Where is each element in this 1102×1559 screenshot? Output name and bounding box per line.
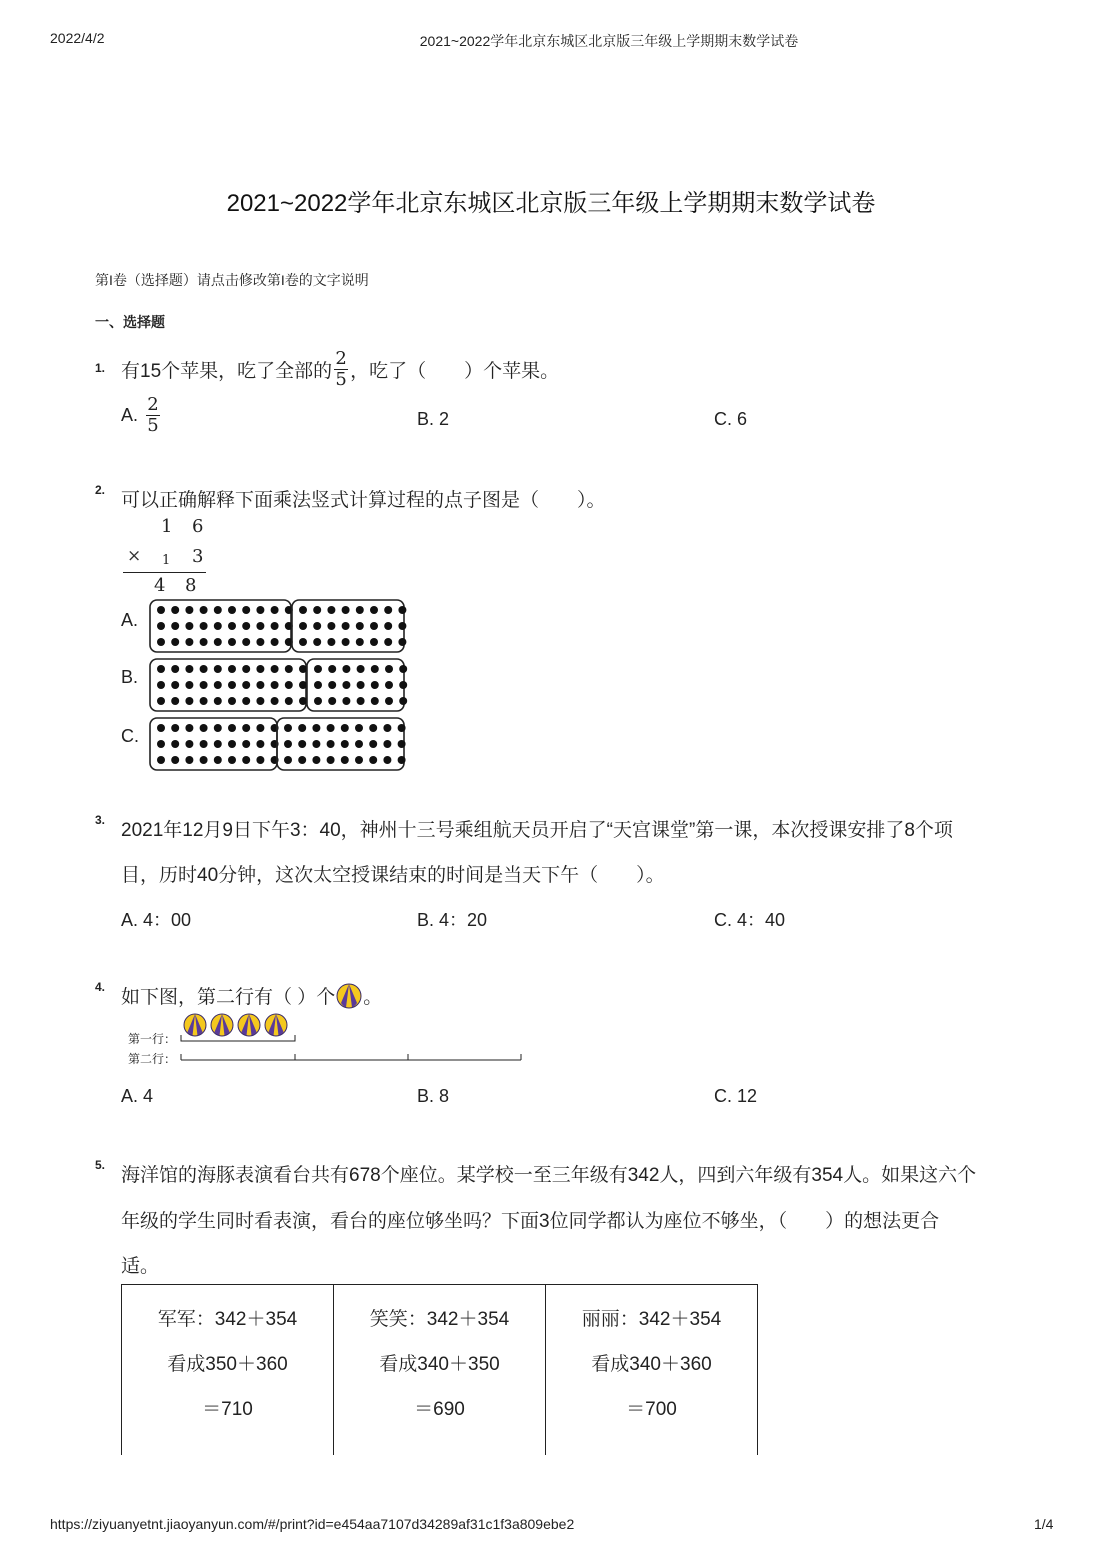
- dot: [171, 724, 179, 732]
- dot: [284, 756, 292, 764]
- q4-text-before: 如下图，第二行有（ ）个: [121, 987, 336, 1008]
- q3-line1: 2021年12月9日下午3：40，神州十三号乘组航天员开启了“天宫课堂”第一课，本次授课安排了8个项: [121, 820, 953, 841]
- xiaoxiao-line2: 看成340＋350: [379, 1354, 500, 1375]
- dot: [356, 638, 364, 646]
- q1-option-c[interactable]: C. 6: [714, 409, 748, 429]
- dot: [157, 606, 165, 614]
- mult-row1-ones: 6: [192, 516, 204, 537]
- dot: [341, 740, 349, 748]
- dot: [242, 638, 250, 646]
- dot: [314, 681, 322, 689]
- dot: [385, 681, 393, 689]
- dot: [228, 697, 236, 705]
- mult-row1-tens: 1: [161, 516, 173, 537]
- ball-2: [211, 1014, 233, 1036]
- dot: [200, 697, 208, 705]
- dot: [327, 740, 335, 748]
- dot: [355, 740, 363, 748]
- dot: [200, 681, 208, 689]
- dot: [242, 681, 250, 689]
- dot: [256, 681, 264, 689]
- dot: [369, 756, 377, 764]
- mult-result-ones: 8: [185, 575, 197, 596]
- dot: [242, 740, 250, 748]
- junjun-line3: ＝710: [202, 1399, 253, 1420]
- dot: [157, 622, 165, 630]
- dot: [185, 622, 193, 630]
- carry-digit: 1: [162, 553, 171, 568]
- dot: [385, 697, 393, 705]
- dot: [200, 724, 208, 732]
- dot: [228, 724, 236, 732]
- dot: [256, 756, 264, 764]
- dot: [357, 665, 365, 673]
- dot: [271, 606, 279, 614]
- dot: [185, 756, 193, 764]
- dot: [157, 665, 165, 673]
- q1-option-a-label: A.: [121, 405, 139, 425]
- dot: [313, 622, 321, 630]
- dot: [399, 681, 407, 689]
- dot: [384, 622, 392, 630]
- q1-opt-a-numerator: 2: [147, 394, 159, 415]
- q1-text: [121, 349, 559, 390]
- dot: [355, 724, 363, 732]
- dot: [342, 665, 350, 673]
- dot: [370, 622, 378, 630]
- dot: [399, 697, 407, 705]
- dot: [228, 606, 236, 614]
- dot: [171, 638, 179, 646]
- dot: [383, 756, 391, 764]
- dot: [328, 697, 336, 705]
- dot: [298, 724, 306, 732]
- q3-number: 3.: [95, 813, 106, 827]
- student-cell-lili: [546, 1285, 758, 1455]
- dot: [228, 638, 236, 646]
- dot: [157, 638, 165, 646]
- times-sign: ×: [127, 546, 142, 566]
- q4-option-a[interactable]: A. 4: [121, 1086, 154, 1106]
- dot: [342, 697, 350, 705]
- q1-option-a[interactable]: [121, 395, 162, 436]
- student-cell-junjun: [122, 1285, 334, 1455]
- dot: [242, 622, 250, 630]
- dot: [228, 681, 236, 689]
- q4-text-after: 。: [363, 987, 383, 1008]
- dot: [214, 665, 222, 673]
- q4-text: [121, 982, 382, 1009]
- dot: [370, 638, 378, 646]
- q3-line2: 目，历时40分钟，这次太空授课结束的时间是当天下午（ ）。: [121, 865, 665, 886]
- dot: [185, 665, 193, 673]
- dot: [399, 665, 407, 673]
- dot: [242, 697, 250, 705]
- dot: [371, 697, 379, 705]
- dot: [299, 622, 307, 630]
- ball-1: [184, 1014, 206, 1036]
- dot: [228, 756, 236, 764]
- xiaoxiao-line1: 笑笑：342＋354: [369, 1309, 510, 1330]
- lili-line3: ＝700: [626, 1399, 677, 1420]
- dot: [356, 622, 364, 630]
- dot: [385, 665, 393, 673]
- dot: [357, 697, 365, 705]
- row2-label: 第二行：: [128, 1052, 177, 1066]
- dot: [171, 665, 179, 673]
- dot: [256, 724, 264, 732]
- dot: [157, 740, 165, 748]
- dot: [327, 638, 335, 646]
- mult-line: [123, 572, 206, 573]
- dot: [256, 665, 264, 673]
- dot: [398, 606, 406, 614]
- dot: [299, 638, 307, 646]
- dot: [398, 724, 406, 732]
- dot: [284, 740, 292, 748]
- dot: [313, 606, 321, 614]
- dot: [328, 665, 336, 673]
- dot: [285, 681, 293, 689]
- q2-option-c[interactable]: C.: [121, 726, 139, 746]
- q1-text-after: ，吃了（ ）个苹果。: [350, 361, 560, 382]
- dot: [171, 606, 179, 614]
- dot: [398, 622, 406, 630]
- dot: [185, 740, 193, 748]
- dot: [214, 638, 222, 646]
- dot: [342, 606, 350, 614]
- dot: [398, 756, 406, 764]
- dot: [356, 606, 364, 614]
- dot: [171, 756, 179, 764]
- dot: [171, 697, 179, 705]
- dot: [214, 740, 222, 748]
- q1-number: 1.: [95, 361, 106, 375]
- dot: [200, 756, 208, 764]
- dot: [312, 740, 320, 748]
- dot: [185, 606, 193, 614]
- dot: [398, 740, 406, 748]
- dot: [383, 740, 391, 748]
- q4-option-c[interactable]: C. 12: [714, 1086, 758, 1106]
- dot: [285, 665, 293, 673]
- dot: [298, 756, 306, 764]
- dot: [185, 697, 193, 705]
- dot: [171, 681, 179, 689]
- dot: [284, 724, 292, 732]
- mult-result-tens: 4: [154, 575, 166, 596]
- q2-option-b[interactable]: B.: [121, 667, 139, 687]
- dot: [157, 724, 165, 732]
- dot: [327, 622, 335, 630]
- dot: [228, 665, 236, 673]
- dot: [383, 724, 391, 732]
- dot: [384, 638, 392, 646]
- dot: [327, 756, 335, 764]
- q1-frac-denominator: 5: [335, 369, 347, 390]
- dot: [312, 756, 320, 764]
- ball-4: [265, 1014, 287, 1036]
- q3-option-a[interactable]: A. 4：00: [121, 910, 192, 930]
- dot-diagram-c: [150, 718, 406, 770]
- dot: [314, 665, 322, 673]
- dot: [314, 697, 322, 705]
- ball-icon: [336, 983, 362, 1009]
- dot: [214, 622, 222, 630]
- dot: [171, 622, 179, 630]
- dot: [369, 740, 377, 748]
- q5-line3: 适。: [121, 1256, 160, 1277]
- dot: [271, 638, 279, 646]
- q4-number: 4.: [95, 980, 106, 994]
- lili-line2: 看成340＋360: [591, 1354, 712, 1375]
- dot: [157, 681, 165, 689]
- ball-3: [238, 1014, 260, 1036]
- footer-url[interactable]: https://ziyuanyetnt.jiaoyanyun.com/#/print?id=e454aa7107d34289af31c1f3a809ebe2: [50, 1516, 575, 1532]
- dot: [214, 697, 222, 705]
- dot: [384, 606, 392, 614]
- junjun-line2: 看成350＋360: [167, 1354, 288, 1375]
- junjun-line1: 军军：342＋354: [157, 1309, 298, 1330]
- dot: [271, 697, 279, 705]
- q3-option-b[interactable]: B. 4：20: [417, 910, 488, 930]
- dot: [299, 606, 307, 614]
- dot: [185, 681, 193, 689]
- print-date: 2022/4/2: [50, 30, 105, 46]
- q5-line2: 年级的学生同时看表演，看台的座位够坐吗？下面3位同学都认为座位不够坐，（ ）的想法更合: [121, 1211, 940, 1232]
- dot: [214, 756, 222, 764]
- dot: [185, 638, 193, 646]
- dot: [271, 681, 279, 689]
- dot: [242, 756, 250, 764]
- q2-number: 2.: [95, 483, 106, 497]
- dot: [299, 681, 307, 689]
- q1-fraction: [334, 349, 348, 390]
- dot-diagram-a: [150, 600, 406, 652]
- student-cell-xiaoxiao: [334, 1285, 546, 1455]
- dot: [369, 724, 377, 732]
- dot: [157, 756, 165, 764]
- dot: [200, 638, 208, 646]
- dot: [371, 681, 379, 689]
- dot: [299, 697, 307, 705]
- print-header-title: 2021~2022学年北京东城区北京版三年级上学期期末数学试卷: [419, 33, 799, 49]
- q2-option-a[interactable]: A.: [121, 610, 139, 630]
- dot: [355, 756, 363, 764]
- dot: [256, 697, 264, 705]
- dot: [214, 724, 222, 732]
- q4-option-b[interactable]: B. 8: [417, 1086, 450, 1106]
- row1-label: 第一行：: [128, 1032, 177, 1046]
- q1-frac-numerator: 2: [335, 348, 347, 369]
- row1-balls: [184, 1014, 287, 1036]
- dot: [242, 724, 250, 732]
- q1-opt-a-denominator: 5: [147, 415, 159, 436]
- dot: [285, 697, 293, 705]
- dot: [256, 606, 264, 614]
- dot: [171, 740, 179, 748]
- page-number: 1/4: [1034, 1516, 1054, 1532]
- dot: [228, 622, 236, 630]
- dot: [398, 638, 406, 646]
- dot: [242, 665, 250, 673]
- dot: [341, 756, 349, 764]
- dot: [271, 665, 279, 673]
- dot: [342, 681, 350, 689]
- dot: [157, 697, 165, 705]
- q5-students-table: [121, 1284, 758, 1455]
- dot: [256, 740, 264, 748]
- dot: [228, 740, 236, 748]
- dot: [256, 638, 264, 646]
- dot: [342, 638, 350, 646]
- q5-line1: 海洋馆的海豚表演看台共有678个座位。某学校一至三年级有342人，四到六年级有354人。如果这六个: [121, 1165, 977, 1186]
- dot: [357, 681, 365, 689]
- dot: [313, 638, 321, 646]
- dot: [328, 681, 336, 689]
- dot: [371, 665, 379, 673]
- dot-diagrams: [146, 596, 410, 776]
- q3-option-c[interactable]: C. 4：40: [714, 910, 786, 930]
- dot: [214, 606, 222, 614]
- q1-option-b[interactable]: B. 2: [417, 409, 450, 429]
- dot-diagram-b: [150, 659, 407, 711]
- volume-note: 第I卷（选择题）请点击修改第I卷的文字说明: [95, 272, 369, 288]
- dot: [370, 606, 378, 614]
- xiaoxiao-line3: ＝690: [414, 1399, 465, 1420]
- dot: [200, 740, 208, 748]
- q2-text: 可以正确解释下面乘法竖式计算过程的点子图是（ ）。: [121, 490, 606, 511]
- dot: [298, 740, 306, 748]
- section-heading: 一、选择题: [95, 314, 165, 330]
- dot: [341, 724, 349, 732]
- dot: [312, 724, 320, 732]
- dot: [214, 681, 222, 689]
- dot: [200, 606, 208, 614]
- page-title: 2021~2022学年北京东城区北京版三年级上学期期末数学试卷: [226, 190, 876, 217]
- dot: [200, 622, 208, 630]
- dot: [256, 622, 264, 630]
- q4-diagram: [178, 1010, 528, 1066]
- q1-text-before: 有15个苹果，吃了全部的: [121, 361, 333, 382]
- lili-line1: 丽丽：342＋354: [581, 1309, 722, 1330]
- dot: [185, 724, 193, 732]
- dot: [327, 606, 335, 614]
- dot: [271, 622, 279, 630]
- dot: [342, 622, 350, 630]
- dot: [299, 665, 307, 673]
- dot: [327, 724, 335, 732]
- dot: [242, 606, 250, 614]
- q1-option-a-fraction: [146, 395, 160, 436]
- mult-multiplier: 3: [192, 546, 204, 567]
- q5-number: 5.: [95, 1158, 106, 1172]
- dot: [200, 665, 208, 673]
